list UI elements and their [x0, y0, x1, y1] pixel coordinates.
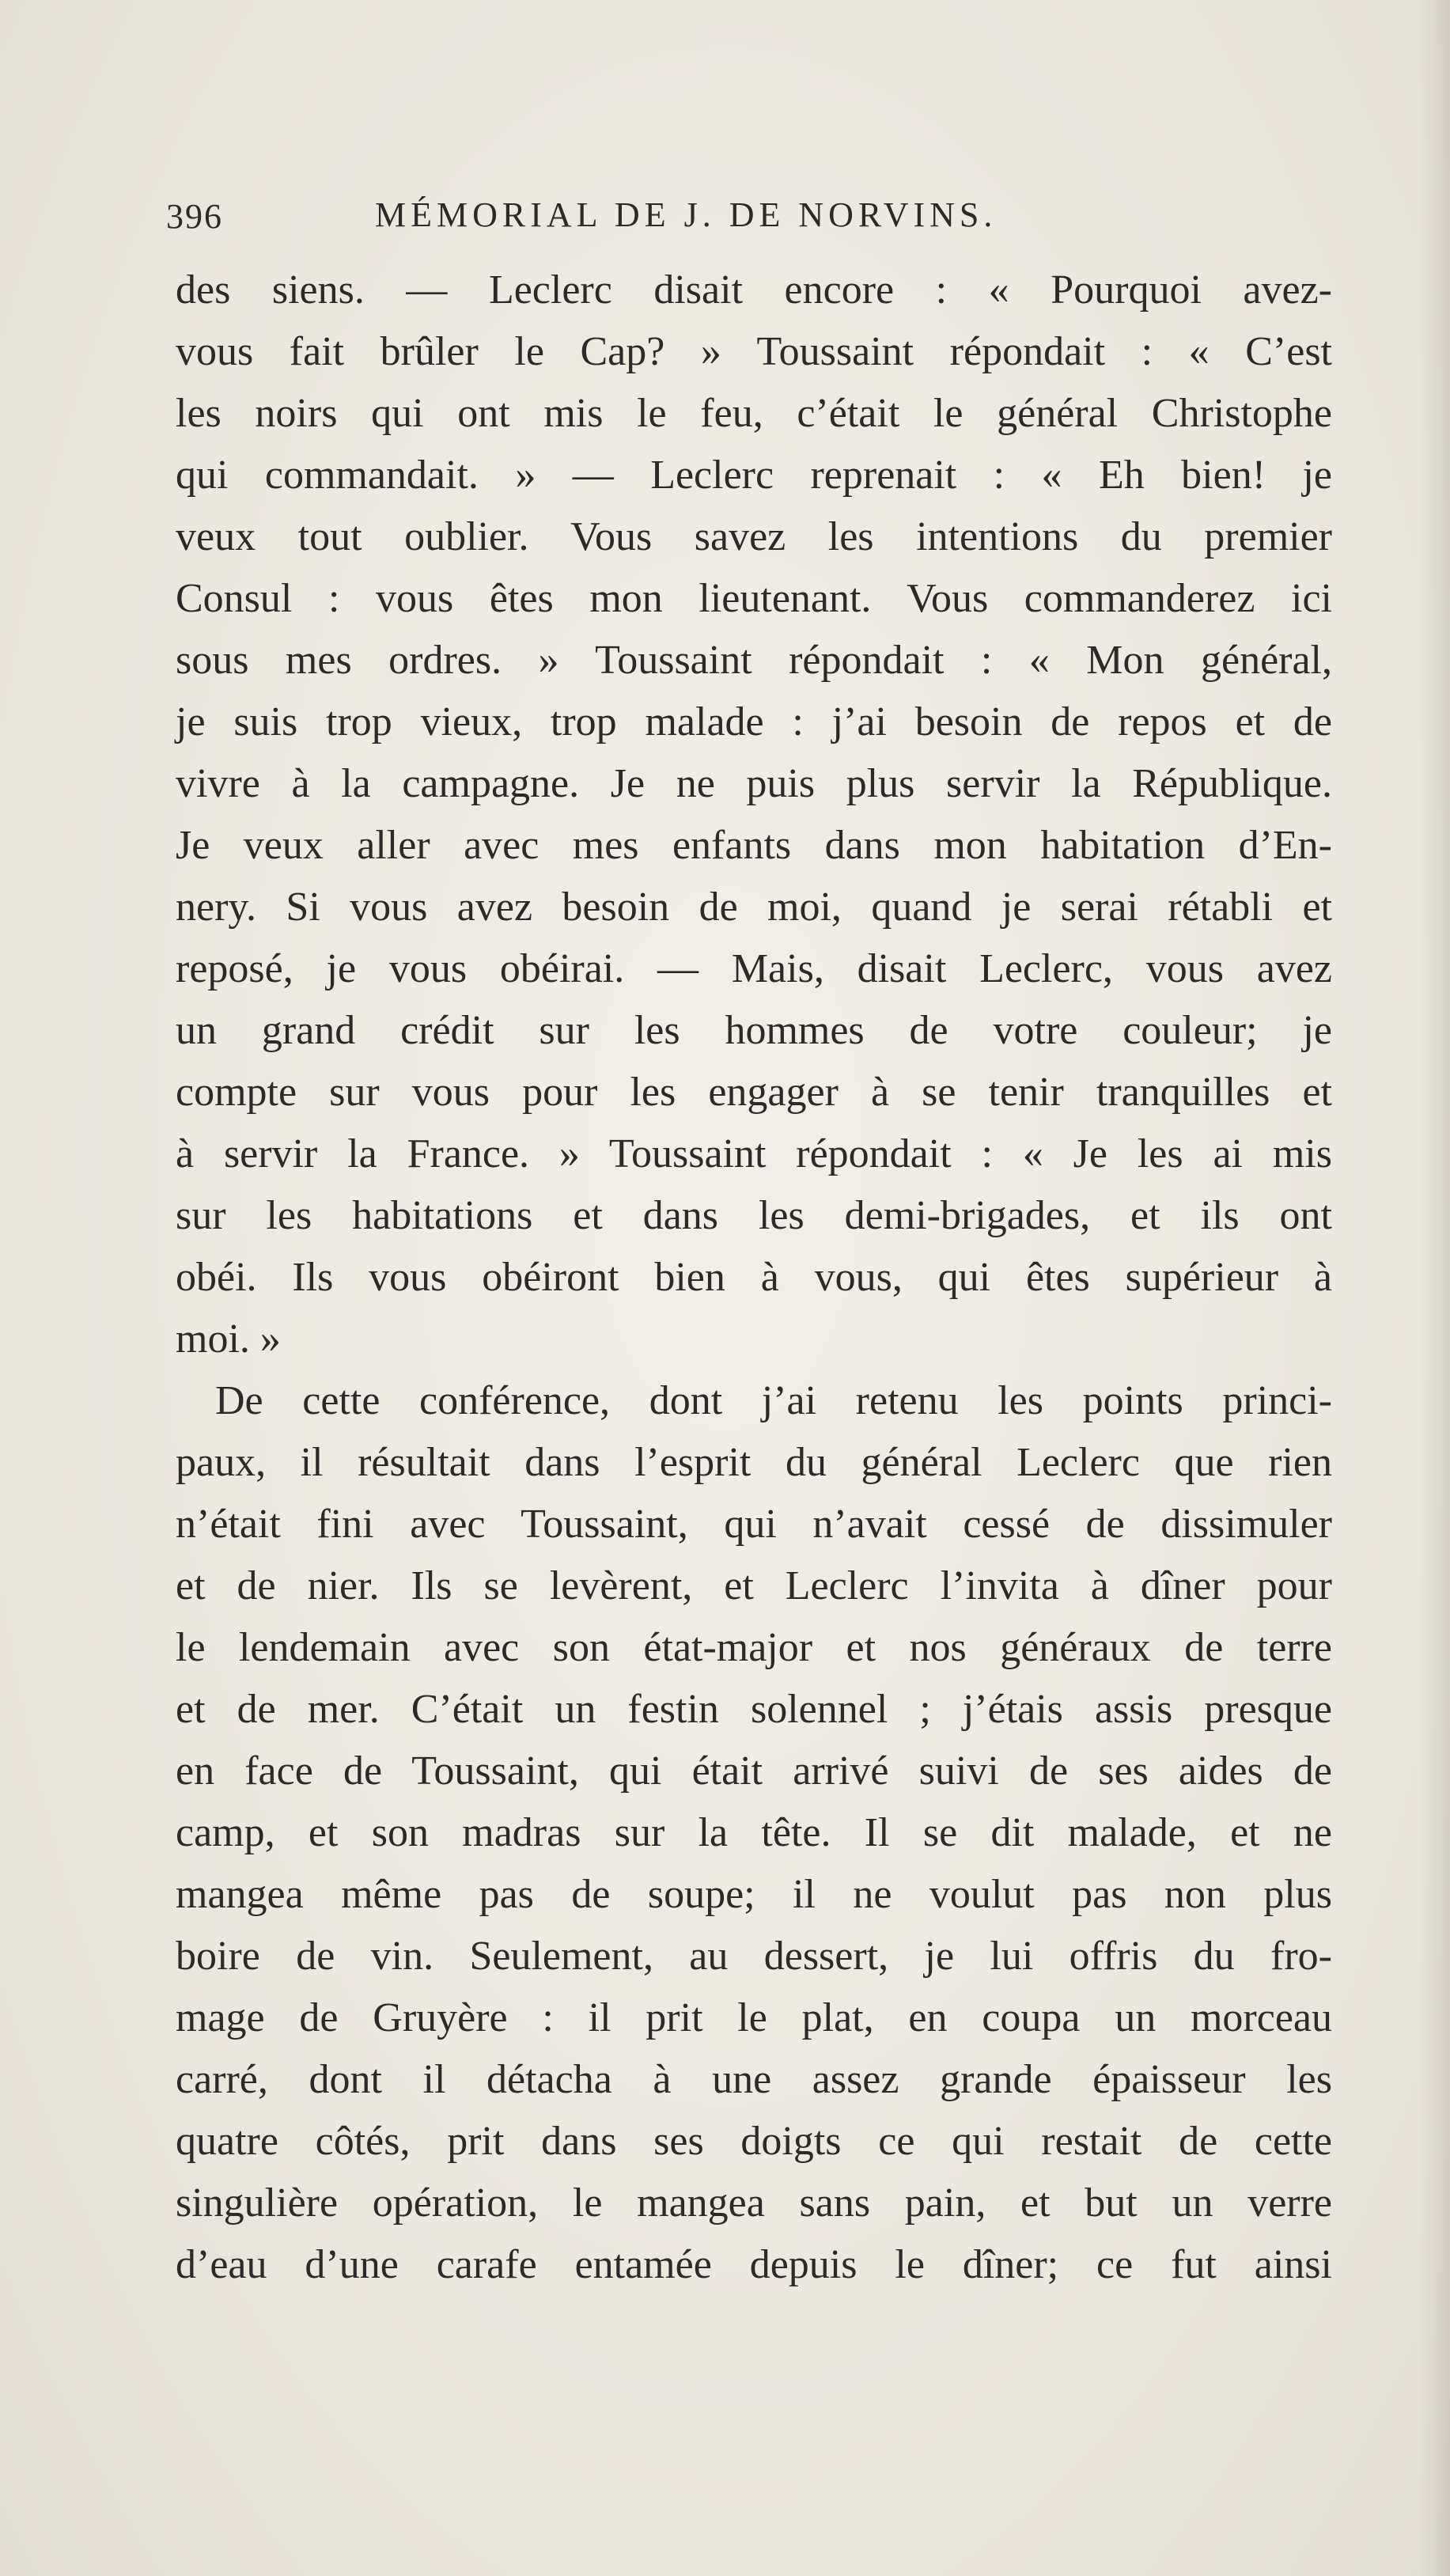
- page-number: 396: [166, 197, 223, 236]
- text-line: à servir la France. » Toussaint répondait : « Je les ai mis: [176, 1131, 1332, 1176]
- text-line: carré, dont il détacha à une assez grande épaisseur les: [176, 2057, 1332, 2102]
- text-line: quatre côtés, prit dans ses doigts ce qui restait de cette: [176, 2119, 1332, 2164]
- text-line: les noirs qui ont mis le feu, c’était le général Christophe: [176, 391, 1332, 436]
- text-line: qui commandait. » — Leclerc reprenait : « Eh bien! je: [176, 453, 1332, 498]
- text-line: un grand crédit sur les hommes de votre couleur; je: [176, 1008, 1332, 1053]
- text-line: je suis trop vieux, trop malade : j’ai besoin de repos et de: [176, 699, 1332, 744]
- text-line: Je veux aller avec mes enfants dans mon habitation d’En-: [176, 823, 1332, 868]
- page-edge-shadow: [1420, 0, 1450, 2576]
- body-text: [176, 259, 1332, 2296]
- text-line: boire de vin. Seulement, au dessert, je lui offris du fro-: [176, 1934, 1332, 1979]
- text-line: sous mes ordres. » Toussaint répondait : « Mon général,: [176, 638, 1332, 683]
- text-line: et de mer. C’était un festin solennel ; j’étais assis presque: [176, 1687, 1332, 1732]
- text-line: De cette conférence, dont j’ai retenu les points princi-: [215, 1378, 1332, 1423]
- text-line: d’eau d’une carafe entamée depuis le dîner; ce fut ainsi: [176, 2242, 1332, 2287]
- text-line: nery. Si vous avez besoin de moi, quand je serai rétabli et: [176, 885, 1332, 930]
- page-header: [166, 184, 1332, 259]
- text-line: vivre à la campagne. Je ne puis plus servir la République.: [176, 761, 1332, 806]
- text-line: camp, et son madras sur la tête. Il se dit malade, et ne: [176, 1810, 1332, 1855]
- text-line: sur les habitations et dans les demi-brigades, et ils ont: [176, 1193, 1332, 1238]
- text-line: et de nier. Ils se levèrent, et Leclerc l’invita à dîner pour: [176, 1563, 1332, 1608]
- text-line: veux tout oublier. Vous savez les intentions du premier: [176, 514, 1332, 559]
- text-line: le lendemain avec son état-major et nos généraux de terre: [176, 1625, 1332, 1670]
- text-line: des siens. — Leclerc disait encore : « Pourquoi avez-: [176, 267, 1332, 313]
- text-line: paux, il résultait dans l’esprit du général Leclerc que rien: [176, 1440, 1332, 1485]
- text-line: mage de Gruyère : il prit le plat, en coupa un morceau: [176, 1995, 1332, 2040]
- text-line: singulière opération, le mangea sans pain, et but un verre: [176, 2180, 1332, 2226]
- text-line: obéi. Ils vous obéiront bien à vous, qui êtes supérieur à: [176, 1255, 1332, 1300]
- text-line: mangea même pas de soupe; il ne voulut pas non plus: [176, 1872, 1332, 1917]
- text-line: compte sur vous pour les engager à se tenir tranquilles et: [176, 1070, 1332, 1115]
- text-line: reposé, je vous obéirai. — Mais, disait Leclerc, vous avez: [176, 946, 1332, 991]
- text-line: vous fait brûler le Cap? » Toussaint répondait : « C’est: [176, 329, 1332, 374]
- text-line: n’était fini avec Toussaint, qui n’avait cessé de dissimuler: [176, 1502, 1332, 1547]
- text-line: Consul : vous êtes mon lieutenant. Vous commanderez ici: [176, 576, 1332, 621]
- text-line: moi. »: [176, 1316, 281, 1362]
- running-title: MÉMORIAL DE J. DE NORVINS.: [375, 195, 998, 234]
- page-text-block: [166, 184, 1332, 2296]
- text-line: en face de Toussaint, qui était arrivé suivi de ses aides de: [176, 1748, 1332, 1794]
